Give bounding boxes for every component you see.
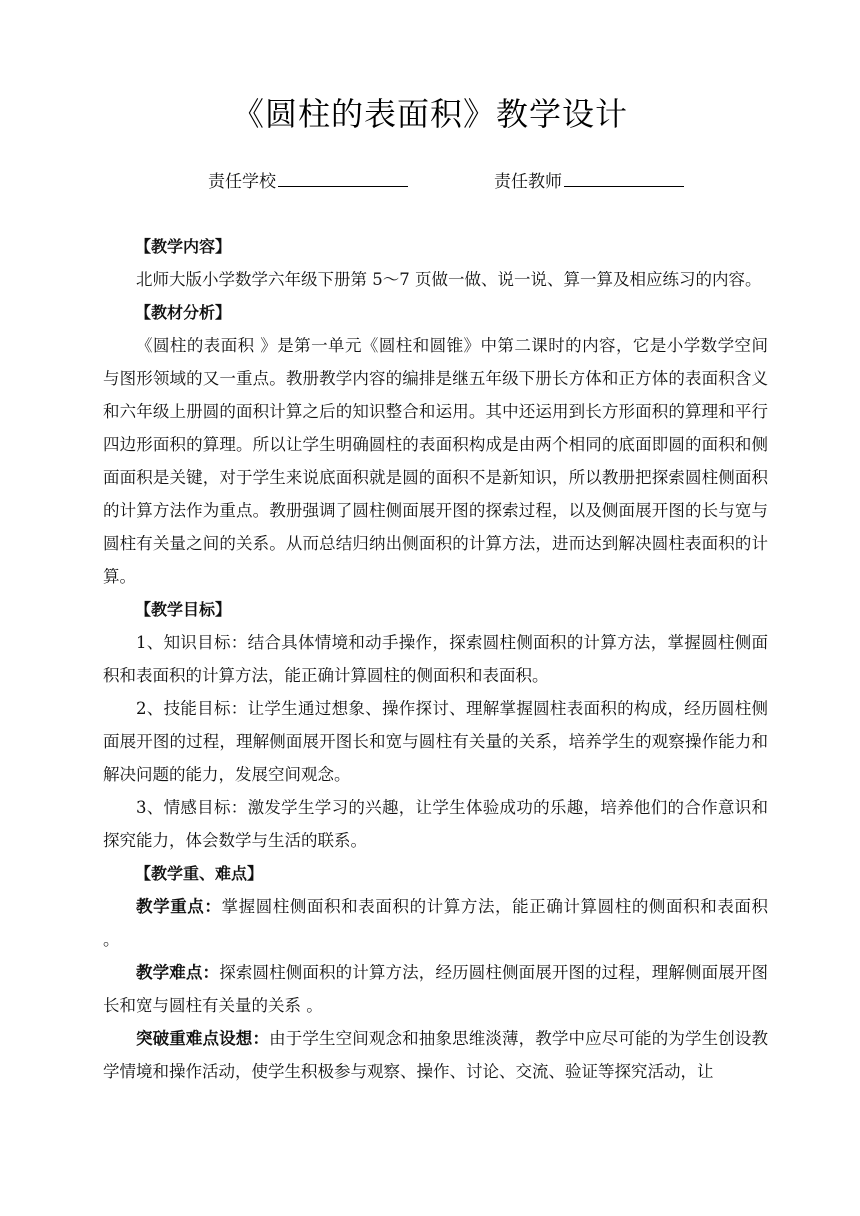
key-point-paragraph [103,890,768,956]
school-field [208,166,408,196]
difficulty-label: 教学难点： [136,963,220,982]
breakthrough-text: 由于学生空间观念和抽象思维淡薄，教学中应尽可能的为学生创设教学情境和操作活动，使学生积极参与观察、操作、讨论、交流、验证等探究活动，让 [103,1029,769,1081]
teacher-label: 责任教师 [494,172,562,192]
section-heading-key-points: 【教学重、难点】 [135,864,264,883]
school-blank-line [278,166,408,187]
goal-item-2: 2、技能目标：让学生通过想象、操作探讨、理解掌握圆柱表面积的构成，经历圆柱侧面展开图的过程，理解侧面展开图长和宽与圆柱有关量的关系，培养学生的观察操作能力和解决问题的能力，发展空间观念。 [103,699,768,784]
content-paragraph: 北师大版小学数学六年级下册第 5～7 页做一做、说一说、算一算及相应练习的内容。 [136,270,762,289]
goal-item-1: 1、知识目标：结合具体情境和动手操作，探索圆柱侧面积的计算方法，掌握圆柱侧面积和表面积的计算方法，能正确计算圆柱的侧面积和表面积。 [103,633,768,685]
teacher-blank-line [564,166,684,187]
goal-item-3: 3、情感目标：激发学生学习的兴趣，让学生体验成功的乐趣，培养他们的合作意识和探究能力，体会数学与生活的联系。 [103,798,768,850]
section-heading-analysis: 【教材分析】 [135,303,232,322]
teacher-field [494,166,684,196]
key-point-label: 教学重点： [136,897,222,916]
section-heading-goals: 【教学目标】 [135,600,232,619]
breakthrough-paragraph [103,1022,768,1088]
analysis-paragraph: 《圆柱的表面积 》是第一单元《圆柱和圆锥》中第二课时的内容，它是小学数学空间与图形领域的又一重点。教册教学内容的编排是继五年级下册长方体和正方体的表面积含义和六年级上册圆的面积计算之后的知识整合和运用。其中还运用到长方形面积的算理和平行四边形面积的算理。所以让学生明确圆柱的表面积构成是由两个相同的底面即圆的面积和侧面面积是关键，对于学生来说底面积就是圆的面积不是新知识，所以教册把探索圆柱侧面积的计算方法作为重点。教册强调了圆柱侧面展开图的探索过程，以及侧面展开图的长与宽与圆柱有关量之间的关系。从而总结归纳出侧面积的计算方法，进而达到解决圆柱表面积的计算。 [103,336,768,586]
school-label: 责任学校 [208,172,276,192]
document-body [103,230,768,1088]
key-point-text: 掌握圆柱侧面积和表面积的计算方法，能正确计算圆柱的侧面积和表面积 。 [103,897,769,949]
document-title: 《圆柱的表面积》教学设计 [231,95,628,133]
difficulty-text: 探索圆柱侧面积的计算方法，经历圆柱侧面展开图的过程，理解侧面展开图长和宽与圆柱有关量的关系 。 [103,963,769,1015]
breakthrough-label: 突破重难点设想： [136,1029,270,1048]
difficulty-paragraph [103,956,768,1022]
section-heading-content: 【教学内容】 [135,237,232,256]
